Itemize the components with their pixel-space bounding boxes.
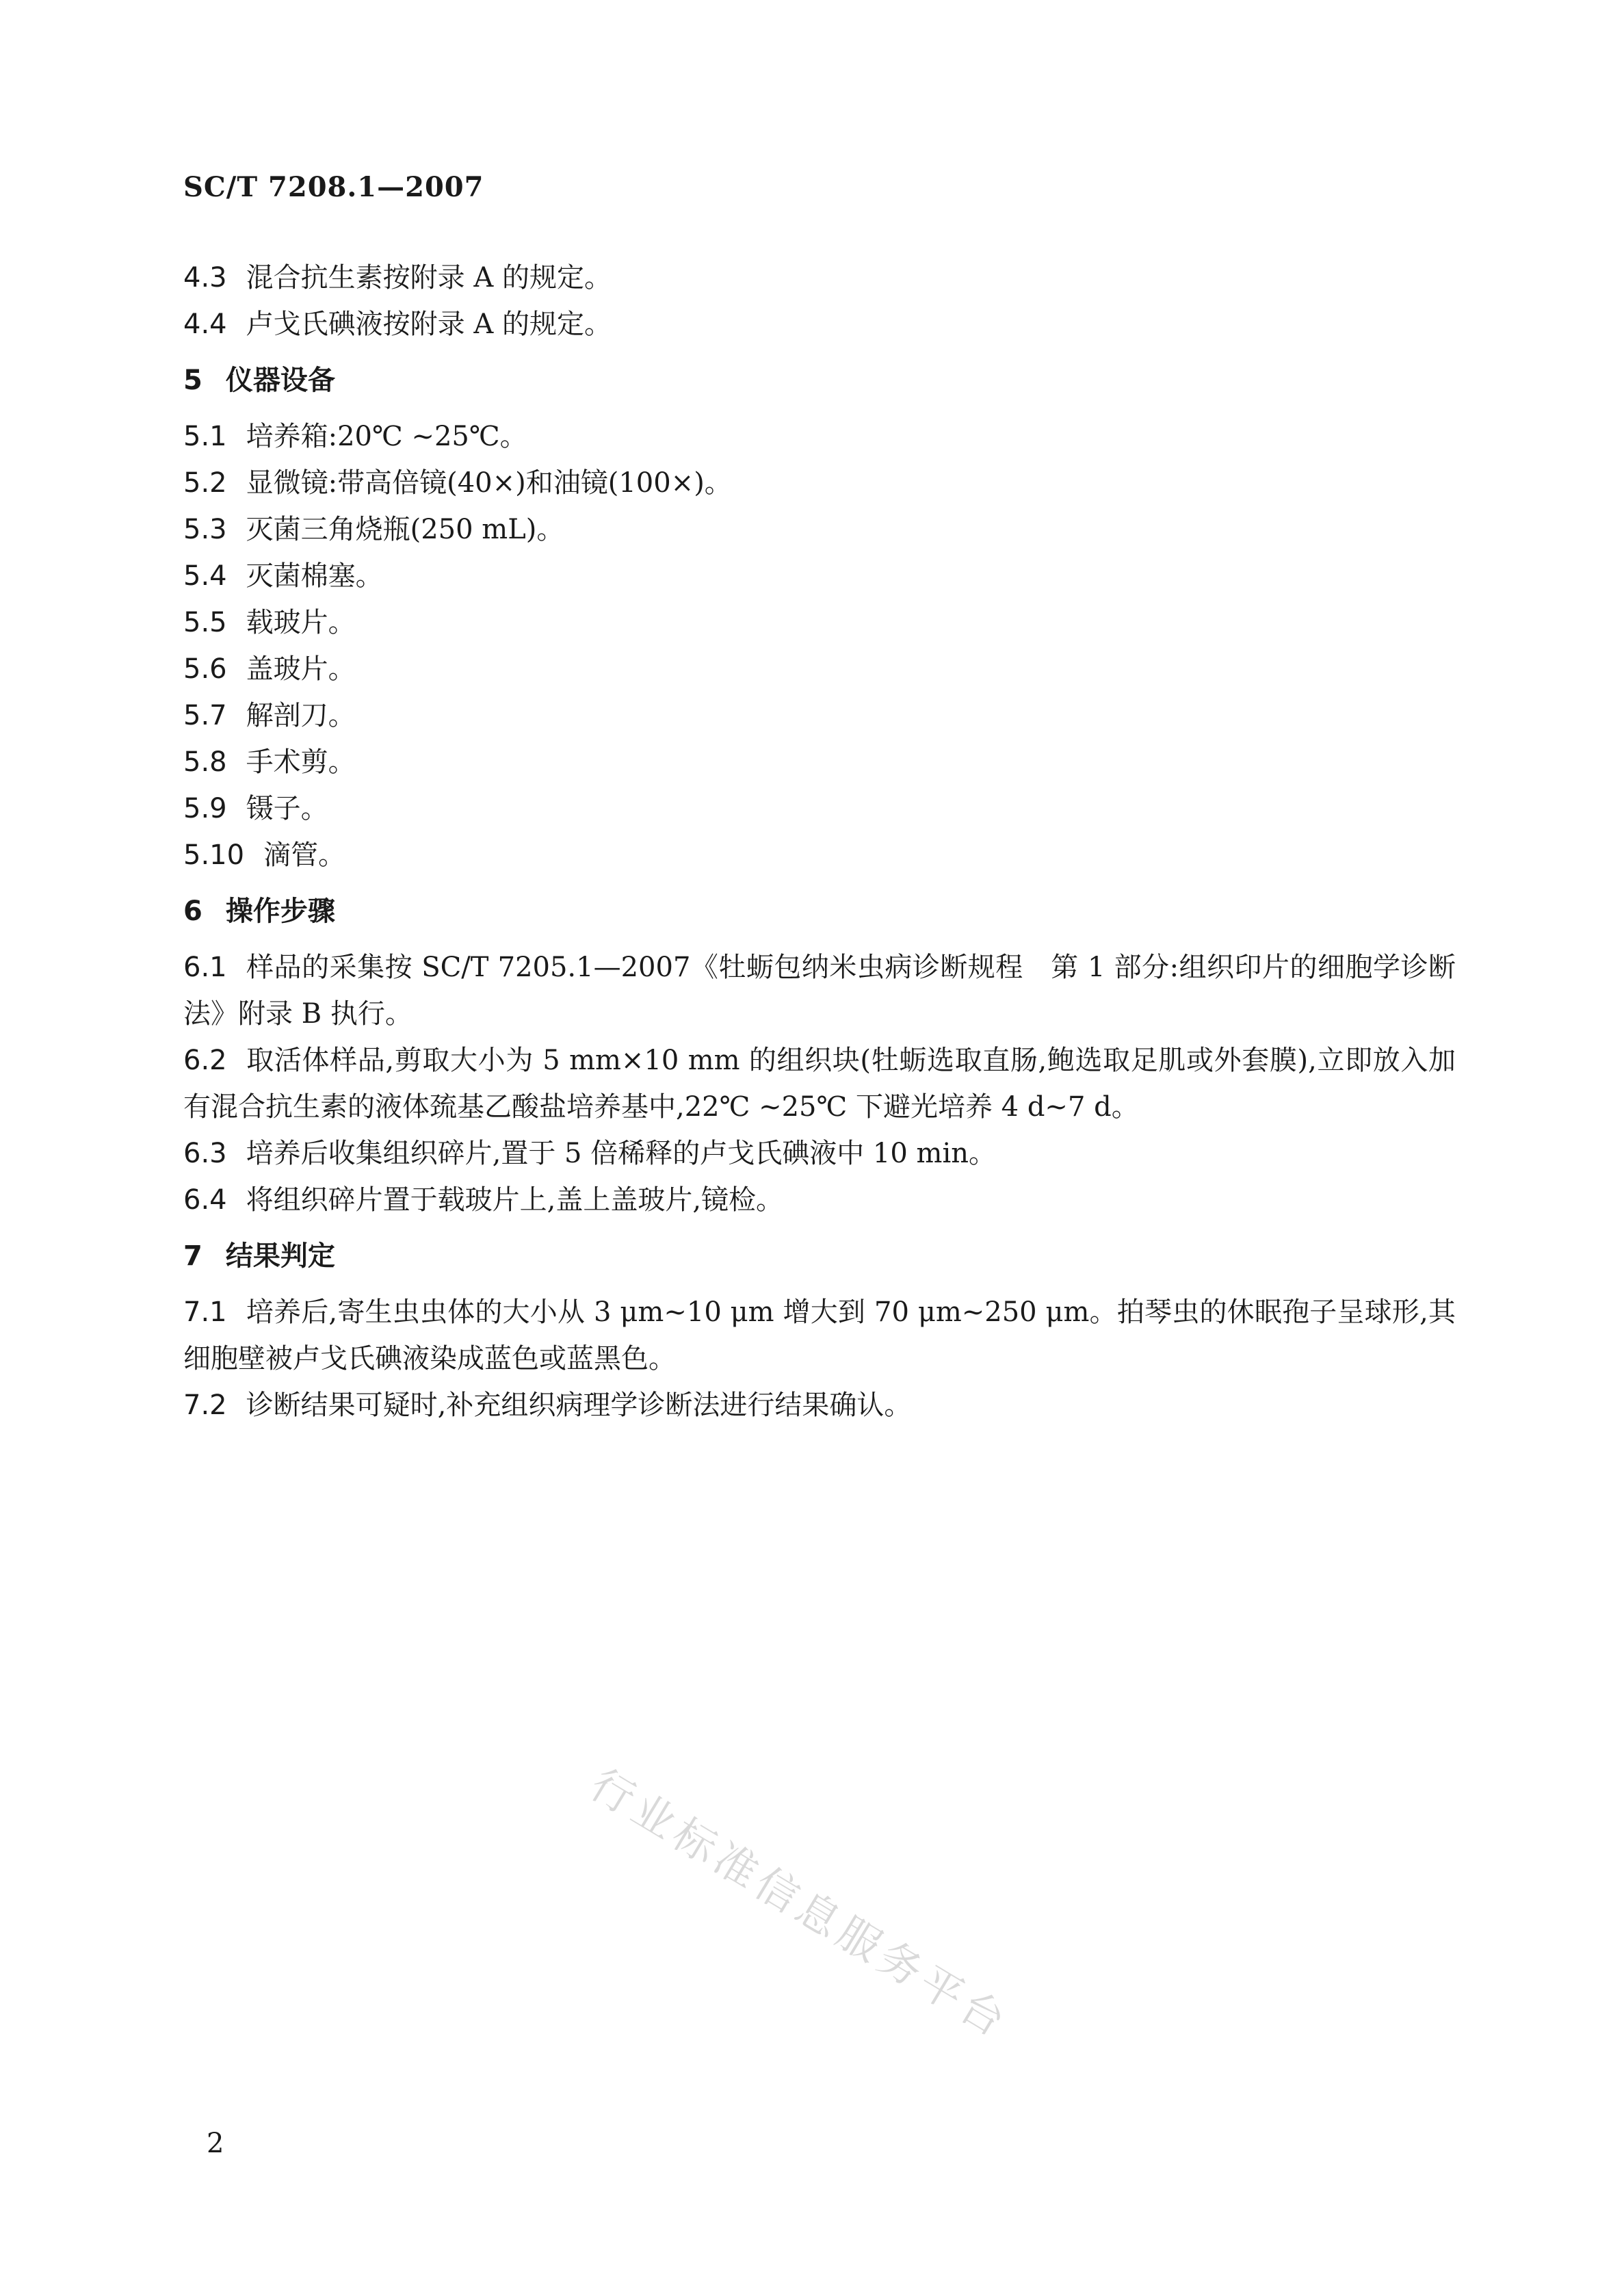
- clause-text: 培养后收集组织碎片,置于 5 倍稀释的卢戈氏碘液中 10 min。: [246, 1138, 997, 1169]
- clause-number: 5.7: [183, 700, 227, 731]
- clause-number: 4.3: [183, 262, 227, 293]
- clause-5-3: [183, 506, 1456, 553]
- clause-5-6: [183, 646, 1456, 692]
- clause-text: 滴管。: [263, 839, 346, 871]
- clause-text: 显微镜:带高倍镜(40×)和油镜(100×)。: [246, 467, 732, 499]
- clause-number: 6.1: [183, 952, 227, 983]
- clause-text: 灭菌三角烧瓶(250 mL)。: [246, 514, 564, 545]
- clause-number: 5.6: [183, 653, 227, 685]
- clause-number: 5.1: [183, 421, 227, 452]
- clause-text: 解剖刀。: [246, 700, 356, 731]
- clause-text: 灭菌棉塞。: [246, 560, 383, 592]
- clause-number: 5.3: [183, 514, 227, 545]
- clause-5-9: [183, 785, 1456, 832]
- clause-4-3: [183, 255, 1456, 301]
- clause-number: 5.10: [183, 839, 245, 871]
- clause-text: 盖玻片。: [246, 653, 356, 685]
- clause-text: 手术剪。: [246, 746, 356, 778]
- clause-number: 5.9: [183, 793, 227, 824]
- clause-number: 6.2: [183, 1045, 227, 1076]
- section-6-heading: [183, 888, 1456, 935]
- clause-text: 镊子。: [246, 793, 328, 824]
- clause-text: 诊断结果可疑时,补充组织病理学诊断法进行结果确认。: [246, 1390, 912, 1421]
- section-number: 5: [183, 365, 202, 396]
- clause-5-8: [183, 739, 1456, 785]
- clause-number: 5.4: [183, 560, 227, 592]
- section-5-heading: [183, 357, 1456, 404]
- clause-5-2: [183, 460, 1456, 506]
- clause-number: 7.2: [183, 1390, 227, 1421]
- clause-text: 取活体样品,剪取大小为 5 mm×10 mm 的组织块(牡蛎选取直肠,鲍选取足肌或外套膜),立即放入加有混合抗生素的液体巯基乙酸盐培养基中,22℃ ~25℃ 下避光培养 4 d~7 d。: [183, 1045, 1456, 1123]
- section-title: 仪器设备: [225, 364, 335, 396]
- watermark: 行业标准信息服务平台: [581, 1759, 1019, 2049]
- clause-number: 6.3: [183, 1138, 227, 1169]
- clause-number: 6.4: [183, 1184, 227, 1216]
- clause-text: 样品的采集按 SC/T 7205.1—2007《牡蛎包纳米虫病诊断规程 第 1 部分:组织印片的细胞学诊断法》附录 B 执行。: [183, 952, 1456, 1030]
- section-7-heading: [183, 1233, 1456, 1279]
- clause-5-4: [183, 553, 1456, 599]
- clause-text: 将组织碎片置于载玻片上,盖上盖玻片,镜检。: [246, 1184, 784, 1216]
- section-number: 7: [183, 1240, 202, 1272]
- clause-6-3: [183, 1130, 1456, 1177]
- standard-code: SC/T 7208.1—2007: [183, 171, 484, 203]
- clause-4-4: [183, 301, 1456, 348]
- clause-text: 卢戈氏碘液按附录 A 的规定。: [246, 309, 612, 340]
- clause-5-10: [183, 832, 1456, 878]
- clause-text: 载玻片。: [246, 607, 356, 638]
- clause-5-5: [183, 599, 1456, 646]
- section-number: 6: [183, 896, 202, 927]
- clause-6-1: [183, 944, 1456, 1037]
- clause-5-1: [183, 413, 1456, 460]
- clause-text: 混合抗生素按附录 A 的规定。: [246, 262, 612, 293]
- section-title: 结果判定: [225, 1240, 335, 1272]
- document-body: [183, 255, 1456, 1428]
- clause-7-1: [183, 1289, 1456, 1382]
- clause-text: 培养后,寄生虫虫体的大小从 3 μm~10 μm 增大到 70 μm~250 μm。拍琴虫的休眠孢子呈球形,其细胞壁被卢戈氏碘液染成蓝色或蓝黑色。: [183, 1296, 1456, 1374]
- section-title: 操作步骤: [225, 895, 335, 927]
- clause-number: 5.2: [183, 467, 227, 499]
- clause-number: 5.8: [183, 746, 227, 778]
- clause-6-2: [183, 1037, 1456, 1130]
- clause-number: 7.1: [183, 1296, 227, 1328]
- clause-5-7: [183, 692, 1456, 739]
- clause-text: 培养箱:20℃ ~25℃。: [246, 421, 527, 452]
- clause-number: 4.4: [183, 309, 227, 340]
- clause-7-2: [183, 1382, 1456, 1428]
- clause-6-4: [183, 1177, 1456, 1223]
- clause-number: 5.5: [183, 607, 227, 638]
- page-number: 2: [207, 2128, 224, 2159]
